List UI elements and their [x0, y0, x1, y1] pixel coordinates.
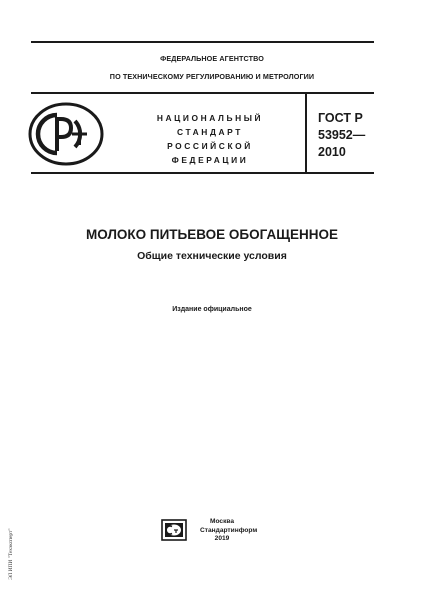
standard-block-rule: [31, 172, 374, 174]
standartinform-logo-icon: [161, 519, 187, 541]
standard-designation: [318, 110, 365, 161]
publisher-info: [200, 518, 258, 544]
top-rule: [31, 41, 374, 43]
designation-line-1: ГОСТ Р: [318, 111, 363, 125]
designation-line-3: 2010: [318, 145, 346, 159]
national-line-1: НАЦИОНАЛЬНЫЙ: [156, 113, 264, 123]
national-line-4: ФЕДЕРАЦИИ: [171, 155, 249, 165]
edition-label: Издание официальное: [172, 306, 252, 313]
side-watermark-note: ЭЛ ИПИ "Техэксперт": [8, 528, 14, 580]
designation-line-2: 53952—: [318, 128, 366, 142]
header-rule: [31, 92, 374, 94]
document-title: МОЛОКО ПИТЬЕВОЕ ОБОГАЩЕННОЕ: [86, 227, 338, 242]
agency-line-1: ФЕДЕРАЛЬНОЕ АГЕНТСТВО: [160, 54, 264, 63]
vertical-separator: [305, 94, 307, 172]
national-line-2: СТАНДАРТ: [177, 127, 243, 137]
publisher-city: Москва: [209, 518, 235, 525]
publisher-year: 2019: [214, 535, 230, 542]
national-line-3: РОССИЙСКОЙ: [167, 141, 253, 151]
gost-r-certification-logo-icon: [27, 101, 105, 167]
publisher-name: Стандартинформ: [200, 526, 258, 534]
agency-line-2: ПО ТЕХНИЧЕСКОМУ РЕГУЛИРОВАНИЮ И МЕТРОЛОГИИ: [109, 72, 315, 81]
document-subtitle: Общие технические условия: [137, 250, 287, 262]
national-standard-label: [150, 111, 270, 167]
